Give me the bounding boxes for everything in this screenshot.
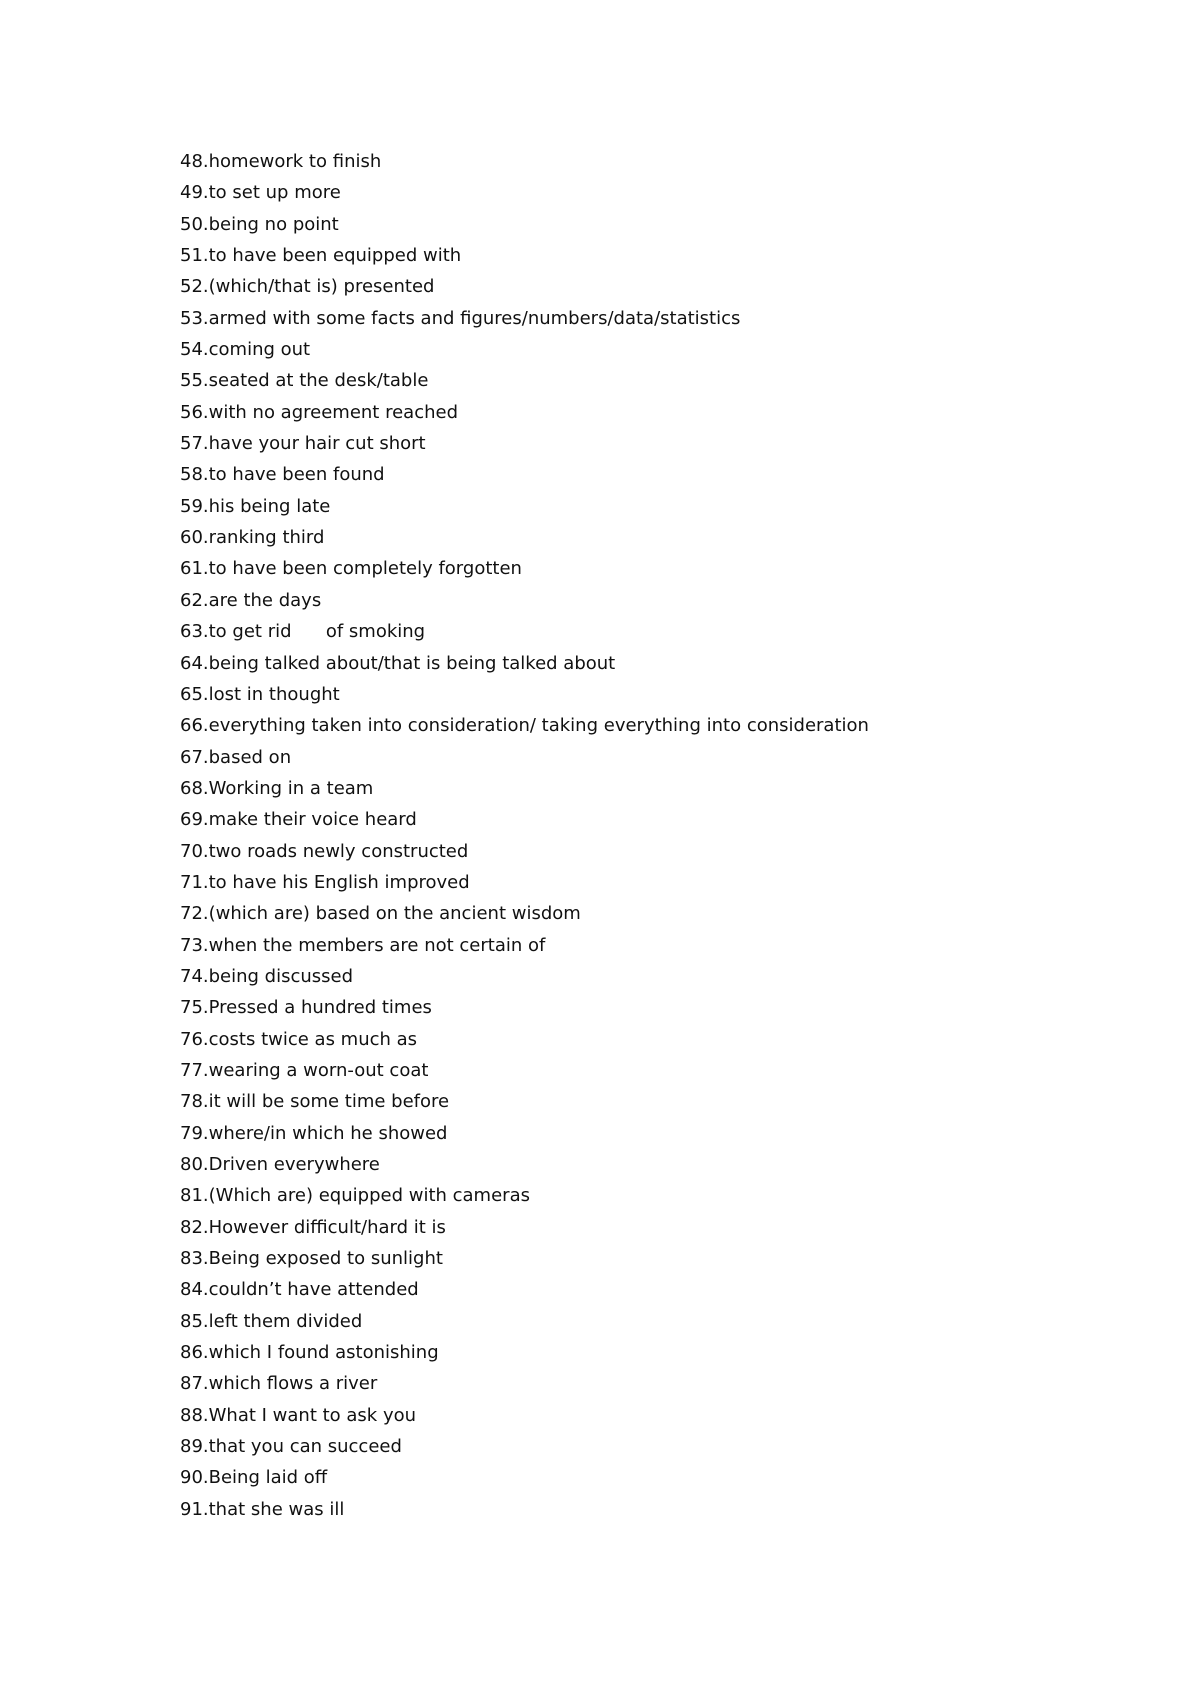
answer-line: 77.wearing a worn-out coat (180, 1059, 429, 1081)
answer-line: 59.his being late (180, 495, 331, 517)
answer-line: 55.seated at the desk/table (180, 370, 429, 392)
answer-line: 86.which I found astonishing (180, 1342, 439, 1364)
answer-line: 57.have your hair cut short (180, 433, 426, 455)
answer-line: 66.everything taken into consideration/ taking everything into consideration (180, 715, 869, 737)
answer-line: 52.(which/that is) presented (180, 276, 435, 298)
answer-line: 76.costs twice as much as (180, 1028, 418, 1050)
answer-line: 49.to set up more (180, 182, 341, 204)
answer-line: 50.being no point (180, 213, 339, 235)
answer-line: 63.to get rid of smoking (180, 621, 426, 643)
answer-line: 89.that you can succeed (180, 1436, 402, 1458)
answer-line: 60.ranking third (180, 527, 325, 549)
answer-line: 74.being discussed (180, 965, 354, 987)
answer-line: 79.where/in which he showed (180, 1122, 448, 1144)
answer-line: 54.coming out (180, 339, 311, 361)
answer-line: 87.which flows a river (180, 1373, 378, 1395)
answer-line: 51.to have been equipped with (180, 245, 462, 267)
answer-line: 73.when the members are not certain of (180, 934, 546, 956)
answer-line: 85.left them divided (180, 1310, 363, 1332)
answer-line: 62.are the days (180, 589, 322, 611)
answer-line: 61.to have been completely forgotten (180, 558, 522, 580)
answer-line: 88.What I want to ask you (180, 1404, 417, 1426)
answer-line: 71.to have his English improved (180, 871, 470, 893)
answer-line: 81.(Which are) equipped with cameras (180, 1185, 530, 1207)
answer-line: 78.it will be some time before (180, 1091, 450, 1113)
answer-line: 90.Being laid off (180, 1467, 328, 1489)
answer-line: 56.with no agreement reached (180, 401, 458, 423)
answer-list (180, 146, 869, 1525)
answer-line: 67.based on (180, 746, 292, 768)
answer-line: 53.armed with some facts and figures/numbers/data/statistics (180, 307, 741, 329)
answer-line: 64.being talked about/that is being talked about (180, 652, 616, 674)
answer-line: 69.make their voice heard (180, 809, 417, 831)
answer-line: 68.Working in a team (180, 777, 374, 799)
answer-line: 91.that she was ill (180, 1498, 345, 1520)
answer-line: 75.Pressed a hundred times (180, 997, 432, 1019)
answer-line: 72.(which are) based on the ancient wisdom (180, 903, 581, 925)
answer-line: 70.two roads newly constructed (180, 840, 469, 862)
answer-line: 83.Being exposed to sunlight (180, 1248, 443, 1270)
answer-line: 48.homework to finish (180, 151, 382, 172)
answer-line: 80.Driven everywhere (180, 1154, 380, 1175)
answer-line: 82.However difficult/hard it is (180, 1216, 446, 1238)
answer-line: 84.couldn’t have attended (180, 1279, 419, 1301)
answer-line: 58.to have been found (180, 464, 385, 486)
answer-line: 65.lost in thought (180, 683, 340, 705)
